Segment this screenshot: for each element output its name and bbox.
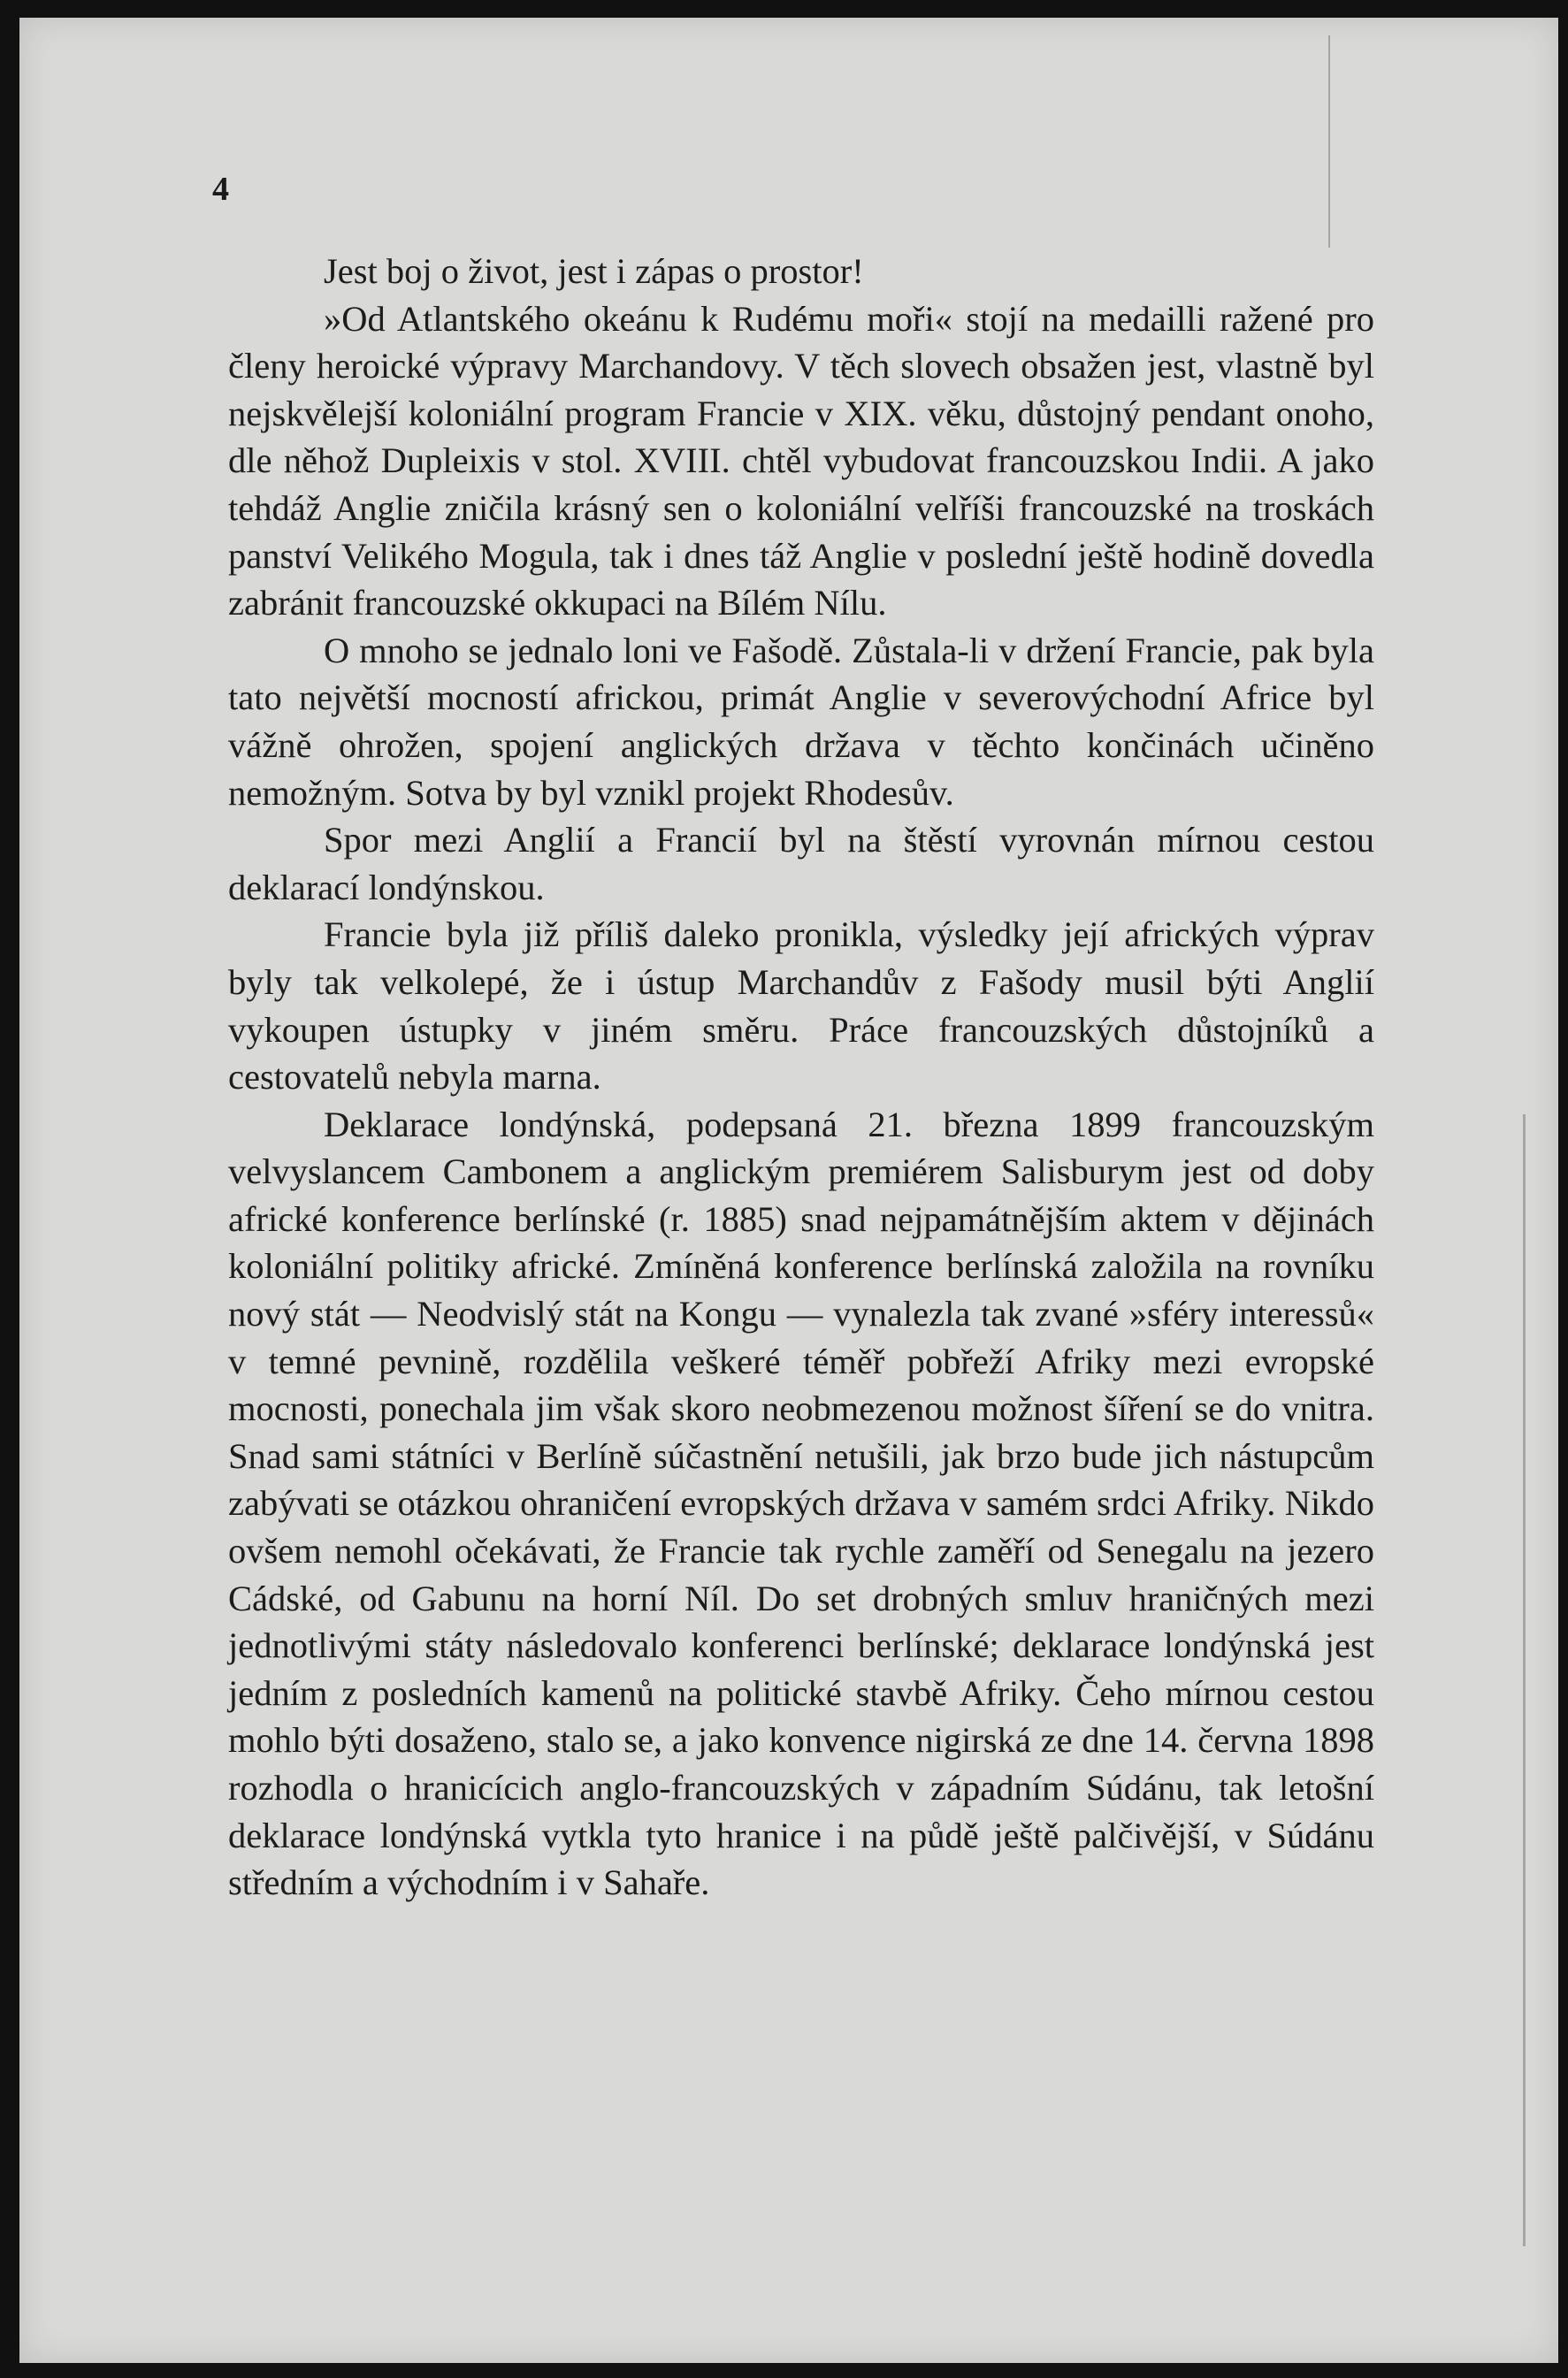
paragraph: Spor mezi Anglií a Francií byl na štěstí vyrovnán mírnou cestou deklarací londýnskou.: [228, 820, 1374, 907]
page-number: 4: [212, 171, 229, 208]
body-text: [228, 248, 1374, 1907]
paragraph: »Od Atlantského okeánu k Rudému moři« stojí na medailli ražené pro členy heroické výpravy Marchandovy. V těch slovech obsažen jest, vlastně byl nejskvělejší koloniální program Francie v XIX. věku, důstojný pendant onoho, dle něhož Dupleixis v stol. XVIII. chtěl vybudovat francouzskou Indii. A jako tehdáž Anglie zničila krásný sen o koloniální velříši francouzské na troskách panství Velikého Mogula, tak i dnes táž Anglie v poslední ještě hodině dovedla zabránit francouzské okkupaci na Bílém Nílu.: [228, 298, 1374, 623]
paragraph: Deklarace londýnská, podepsaná 21. března 1899 francouzským velvyslancem Cambonem a anglickým premiérem Salisburym jest od doby africké konference berlínské (r. 1885) snad nejpamátnějším aktem v dějinách koloniální politiky africké. Zmíněná konference berlínská založila na rovníku nový stát — Neodvislý stát na Kongu — vynalezla tak zvané »sféry interessů« v temné pevnině, rozdělila veškeré téměř pobřeží Afriky mezi evropské mocnosti, ponechala jim však skoro neobmezenou možnost šíření se do vnitra. Snad sami státníci v Berlíně súčastnění netušili, jak brzo bude jich nástupcům zabývati se otázkou ohraničení evropských država v samém srdci Afriky. Nikdo ovšem nemohl očekávati, že Francie tak rychle zaměří od Senegalu na jezero Cádské, od Gabunu na horní Níl. Do set drobných smluv hraničných mezi jednotlivými státy následovalo konferenci berlínské; deklarace londýnská jest jedním z posledních kamenů na politické stavbě Afriky. Čeho mírnou cestou mohlo býti dosaženo, stalo se, a jako konvence nigirská ze dne 14. června 1898 rozhodla o hranicícich anglo-francouzských v západním Súdánu, tak letošní deklarace londýnská vytkla tyto hranice i na půdě ještě palčivější, v Súdánu středním a východním i v Sahaře.: [228, 1104, 1374, 1903]
scan-artifact-line: [1328, 35, 1330, 248]
paragraph: O mnoho se jednalo loni ve Fašodě. Zůstala-li v držení Francie, pak byla tato největší mocností africkou, primát Anglie v severovýchodní Africe byl vážně ohrožen, spojení anglických država v těchto končinách učiněno nemožným. Sotva by byl vznikl projekt Rhodesův.: [228, 630, 1374, 813]
scan-artifact-line: [1523, 1114, 1526, 2246]
paragraph: Francie byla již příliš daleko pronikla, výsledky její afrických výprav byly tak velkolepé, že i ústup Marchandův z Fašody musil býti Anglií vykoupen ústupky v jiném směru. Práce francouzských důstojníků a cestovatelů nebyla marna.: [228, 914, 1374, 1097]
paragraph: Jest boj o život, jest i zápas o prostor!: [324, 251, 864, 291]
document-page: [19, 18, 1558, 2363]
